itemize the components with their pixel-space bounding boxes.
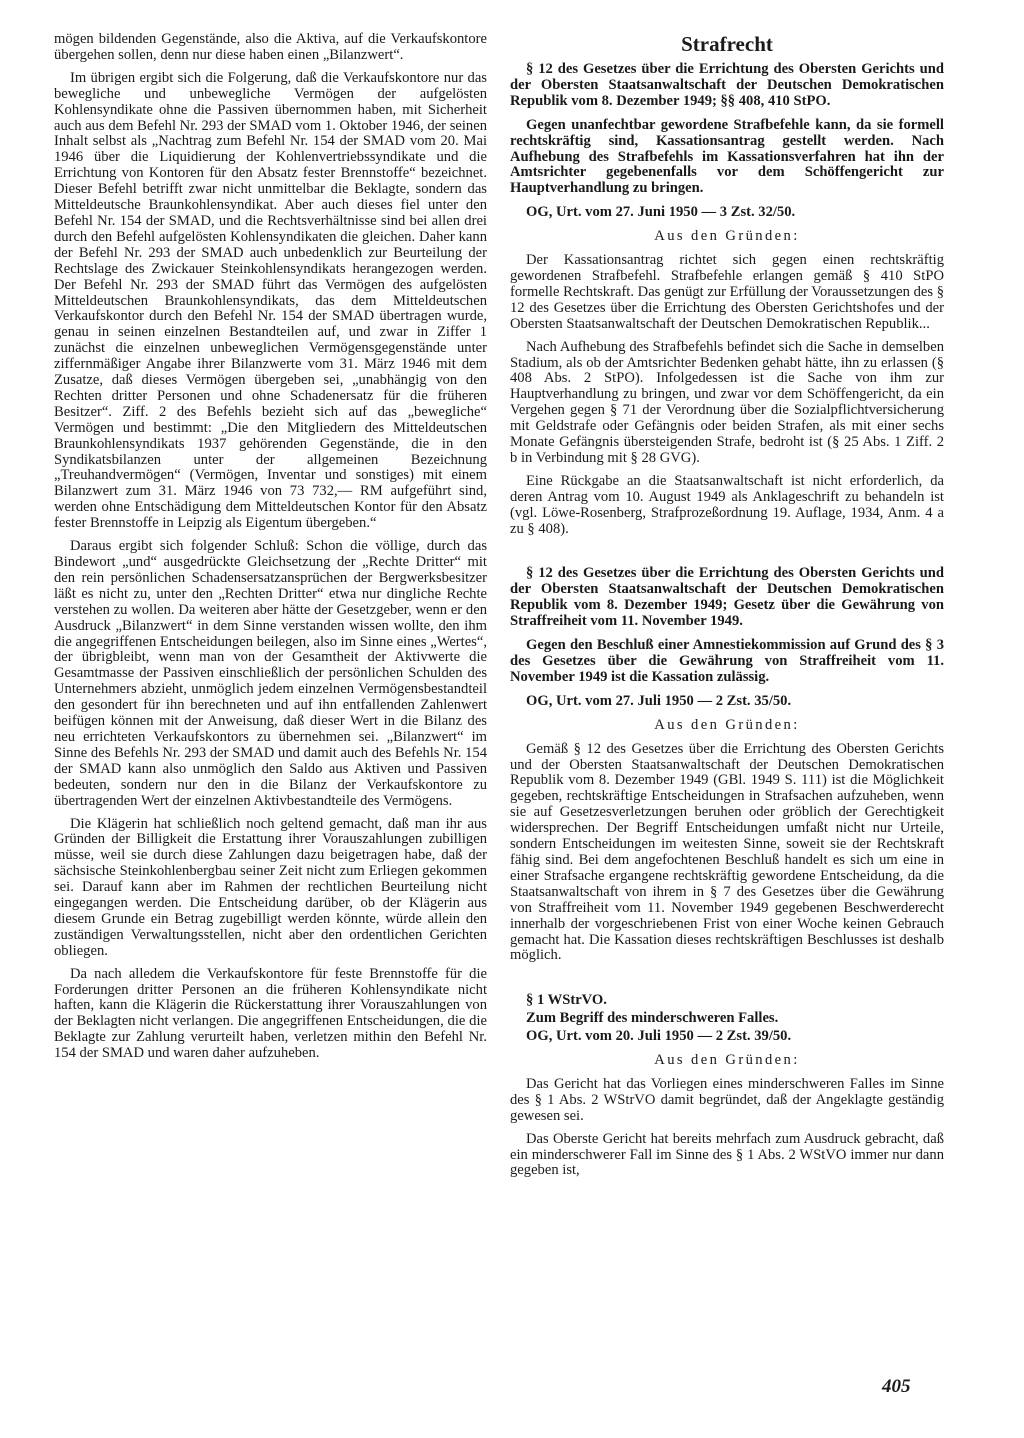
headnote: Gegen unanfechtbar gewordene Strafbefehle kann, da sie formell rechtskräftig sind, Kassationsantrag gestellt werden. Nach Aufhebung des Strafbefehls im Kassationsverfahren hat ihn der Amtsrichter gegebenenfalls vor dem Schöffengericht zur Hauptverhandlung zu bringen. (510, 116, 944, 197)
paragraph: Daraus ergibt sich folgender Schluß: Schon die völlige, durch das Bindewort „und“ ausgedrückte Gleichsetzung der „Rechte Dritter“ mit den rein persönlichen Schadensersatzansprüchen der Bergwerksbesitzer läßt es nicht zu, unter den „Rechten Dritter“ etwa nur dingliche Rechte verstehen zu wollen. Da weiteren aber hätte der Gesetzgeber, wenn er den Ausdruck „Bilanzwert“ in dem Sinne verstanden wissen wollte, den ihm die angegriffenen Entscheidungen beilegen, also im Sinne eines „Wertes“, der übrigbleibt, wenn man von der Gesamtheit der Aktivwerte die Gesamtmasse der Passiven einschließlich der persönlichen Schulden des Unternehmers abzieht, unmöglich jedem einzelnen Vermögensbestandteil den gesondert für ihn berechneten und auf ihn entfallenden Zahlenwert beifügen können mit der Anweisung, daß dieser Wert in die Bilanz des neu errichteten Verkaufskontors zu übernehmen sei. „Bilanzwert“ im Sinne des Befehls Nr. 293 der SMAD und damit auch des Befehls Nr. 154 der SMAD kann also unmöglich den Saldo aus Aktiven und Passiven bedeuten, sondern nur den in die Bilanz der Verkaufskontore zu übertragenden Wert der einzelnen Aktivbestandteile des Vermögens. (54, 538, 487, 809)
grounds-subheading: Aus den Gründen: (654, 1052, 800, 1069)
law-reference: § 12 des Gesetzes über die Errichtung des Obersten Gerichts und der Obersten Staatsanwaltschaft der Deutschen Demokratischen Republik vom 8. Dezember 1949; §§ 408, 410 StPO. (510, 61, 944, 109)
section-heading: Strafrecht (681, 32, 773, 56)
paragraph: Die Klägerin hat schließlich noch geltend gemacht, daß man ihr aus Gründen der Billigkeit die Erstattung ihrer Vorauszahlungen zubilligen müsse, weil sie durch diese Zahlungen dazu beigetragen habe, daß der sächsische Steinkohlenbergbau seiner Zeit nicht zum Erliegen gekommen sei. Darauf kann aber im Rahmen der rechtlichen Beurteilung nicht eingegangen werden. Die Entscheidung darüber, ob der Klägerin aus diesem Grunde ein Betrag zugebilligt werden könnte, würde allein den zuständigen Verwaltungsstellen, nicht aber den ordentlichen Gerichten obliegen. (54, 815, 487, 959)
case-entry (510, 993, 944, 1179)
paragraph: Das Oberste Gericht hat bereits mehrfach zum Ausdruck gebracht, daß ein minderschwerer Fall im Sinne des § 1 Abs. 2 WStVO immer nur dann gegeben ist, (510, 1130, 944, 1179)
law-reference: § 1 WStrVO. (526, 992, 607, 1009)
paragraph: Da nach alledem die Verkaufskontore für feste Brennstoffe für die Forderungen dritter Personen an die früheren Kohlensyndikate nicht haften, kann die Klägerin die Rückerstattung ihrer Vorauszahlungen von der Beklagten nicht verlangen. Die angegriffenen Entscheidungen, die die Beklagte zur Zahlung verurteilt haben, verletzen mithin den Befehl Nr. 154 der SMAD und waren daher aufzuheben. (54, 965, 487, 1062)
paragraph-continuation: mögen bildenden Gegenstände, also die Aktiva, auf die Verkaufskontore übergehen sollen, denn nur diese haben einen „Bilanzwert“. (54, 31, 487, 63)
right-column (510, 32, 944, 1186)
left-column (54, 32, 487, 1069)
case-separator (510, 971, 944, 993)
grounds-subheading: Aus den Gründen: (654, 716, 800, 733)
court-citation: OG, Urt. vom 27. Juli 1950 — 2 Zst. 35/50. (526, 692, 792, 709)
case-entry (510, 62, 944, 537)
case-entry (510, 566, 944, 964)
case-separator (510, 544, 944, 566)
page-number: 405 (882, 1376, 911, 1397)
paragraph: Nach Aufhebung des Strafbefehls befindet sich die Sache in demselben Stadium, als ob der Amtsrichter Bedenken gehabt hätte, ihn zu erlassen (§ 408 Abs. 2 StPO). Infolgedessen ist die Sache von ihm zur Hauptverhandlung zu bringen, und zwar vor dem Schöffengericht, da ein Vergehen gegen § 71 der Verordnung über die Sozialpflichtversicherung mit Geldstrafe oder Gefängnis oder beiden Strafen, als mit einer sechs Monate Gefängnis übersteigenden Strafe, bedroht ist (§ 25 Abs. 1 Ziff. 2 b in Verbindung mit § 28 GVG). (510, 338, 944, 466)
law-reference: § 12 des Gesetzes über die Errichtung des Obersten Gerichts und der Obersten Staatsanwaltschaft der Deutschen Demokratischen Republik vom 8. Dezember 1949; Gesetz über die Gewährung von Straffreiheit vom 11. November 1949. (510, 565, 944, 630)
grounds-subheading: Aus den Gründen: (654, 228, 800, 245)
paragraph: Der Kassationsantrag richtet sich gegen einen rechtskräftig gewordenen Strafbefehl. Strafbefehle erlangen gemäß § 410 StPO formelle Rechtskraft. Das genügt zur Erfüllung der Voraussetzungen des § 12 des Gesetzes über die Errichtung des Obersten Gerichtshofes und der Obersten Staatsanwaltschaft der Deutschen Demokratischen Republik... (510, 252, 944, 332)
court-citation: OG, Urt. vom 27. Juni 1950 — 3 Zst. 32/50. (526, 204, 796, 221)
headnote: Gegen den Beschluß einer Amnestiekommission auf Grund des § 3 des Gesetzes über die Gewährung von Straffreiheit vom 11. November 1949 ist die Kassation zulässig. (510, 637, 944, 685)
paragraph: Im übrigen ergibt sich die Folgerung, daß die Verkaufskontore nur das bewegliche und unbewegliche Vermögen der aufgelösten Kohlensyndikate ohne die Passiven übernommen haben, mit Sicherheit auch aus dem Befehl Nr. 293 der SMAD vom 1. Oktober 1946, der seinen Inhalt selbst als „Nachtrag zum Befehl Nr. 154 der SMAD vom 20. Mai 1946 über die Liquidierung der Kohlenvertriebssyndikate und die Errichtung von Kontoren für den Absatz fester Brennstoffe“ bezeichnet. Dieser Befehl betrifft zwar nicht unmittelbar die Beklagte, sondern das Mitteldeutsche Braunkohlensyndikat. Aber auch dieses fiel unter den Befehl Nr. 154 der SMAD, und die Rechtsverhältnisse sind bei allen drei durch den Befehl aufgelösten Kohlensyndikaten die gleichen. Daher kann der Befehl Nr. 293 der SMAD auch unbedenklich zur Beurteilung der Rechtslage des Zwickauer Steinkohlensyndikats herangezogen werden. Der Befehl Nr. 293 der SMAD führt das Vermögen des aufgelösten Mitteldeutschen Braunkohlensyndikats, das dem Mitteldeutschen Verkaufskontor durch den Befehl Nr. 154 der SMAD übertragen wurde, genau in seinen einzelnen Bestandteilen auf, und zwar in Ziffer 1 zunächst die einzelnen unbeweglichen Vermögensgegenstände unter ziffernmäßiger Angabe ihrer Bilanzwerte vom 31. März 1946 mit dem Zusatze, daß dieses Vermögen übergeben sei, „unabhängig von den Rechten dritter Personen und ohne Schadenersatz für die früheren Besitzer“. Ziff. 2 des Befehls bezieht sich auf das „bewegliche“ Vermögen und bestimmt: „Die den Mitgliedern des Mitteldeutschen Braunkohlensyndikats 1937 gehörenden Gegenstände, die in den Syndikatsbilanzen unter der allgemeinen Bezeichnung „Treuhandvermögen“ (Vermögen, Inventar und sonstiges) mit einem Bilanzwert zum 31. März 1946 von 73 732,— RM aufgeführt sind, werden ohne Entschädigung dem Mitteldeutschen Kontor für den Absatz fester Brennstoffe in Leipzig als Eigentum übergeben.“ (54, 69, 487, 532)
headnote: Zum Begriff des minderschweren Falles. (526, 1010, 779, 1027)
paragraph: Gemäß § 12 des Gesetzes über die Errichtung des Obersten Gerichts und der Obersten Staatsanwaltschaft der Deutschen Demokratischen Republik vom 8. Dezember 1949 (GBl. 1949 S. 111) ist die Möglichkeit gegeben, rechtskräftige Entscheidungen in Strafsachen aufzuheben, wenn sie auf Gesetzesverletzungen beruhen oder gröblich der Gerechtigkeit widersprechen. Der Begriff Entscheidungen umfaßt nicht nur Urteile, sondern Entscheidungen im weitesten Sinne, soweit sie der Rechtskraft fähig sind. Bei dem angefochtenen Beschluß handelt es sich um eine in einer Strafsache ergangene rechtskräftig gewordene Entscheidung, da die Staatsanwaltschaft von ihrem in § 7 des Gesetzes über die Gewährung von Straffreiheit vom 11. November 1949 gegebenen Beschwerderecht innerhalb der vorgeschriebenen Frist von einer Woche keinen Gebrauch gemacht hat. Die Kassation dieses rechtskräftigen Beschlusses ist deshalb möglich. (510, 740, 944, 964)
court-citation: OG, Urt. vom 20. Juli 1950 — 2 Zst. 39/50. (526, 1028, 792, 1045)
paragraph: Das Gericht hat das Vorliegen eines minderschweren Falles im Sinne des § 1 Abs. 2 WStrVO damit begründet, daß der Angeklagte geständig gewesen sei. (510, 1075, 944, 1124)
paragraph: Eine Rückgabe an die Staatsanwaltschaft ist nicht erforderlich, da deren Antrag vom 10. August 1949 als Anklageschrift zu behandeln ist (vgl. Löwe-Rosenberg, Strafprozeßordnung 19. Auflage, 1934, Anm. 4 a zu § 408). (510, 472, 944, 537)
